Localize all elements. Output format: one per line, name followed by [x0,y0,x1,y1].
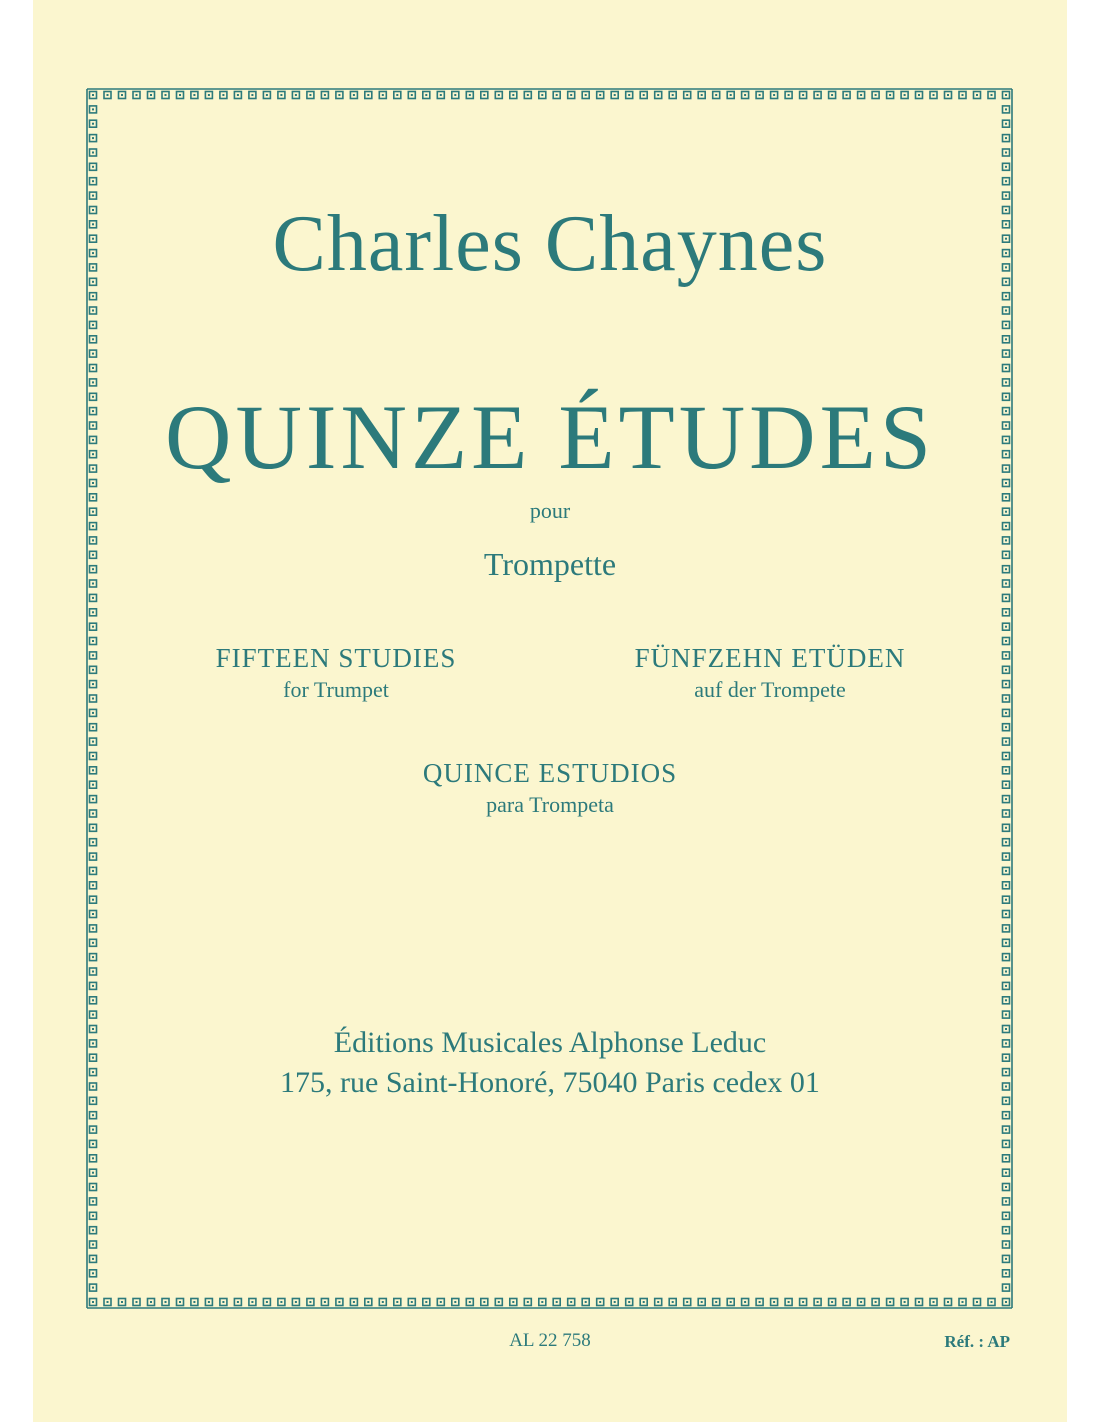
english-title-block [160,641,512,705]
spanish-title-block [350,756,750,820]
german-subtitle: auf der Trompete [694,677,846,702]
english-title: FIFTEEN STUDIES [215,643,457,673]
reference-code: Réf. : AP [944,1332,1010,1351]
publisher-name: Éditions Musicales Alphonse Leduc [333,1026,767,1059]
pour-label: pour [529,498,571,523]
english-subtitle: for Trumpet [283,677,389,702]
catalog-number: AL 22 758 [509,1330,591,1351]
german-title-block [590,641,950,705]
instrument-label: Trompette [483,546,617,582]
spanish-subtitle: para Trompeta [486,792,614,817]
german-title: FÜNFZEHN ETÜDEN [634,643,906,673]
publisher-address: 175, rue Saint-Honoré, 75040 Paris cedex 01 [280,1066,820,1099]
composer-name: Charles Chaynes [272,200,828,288]
spanish-title: QUINCE ESTUDIOS [422,758,678,788]
work-title: QUINZE ÉTUDES [165,386,935,488]
